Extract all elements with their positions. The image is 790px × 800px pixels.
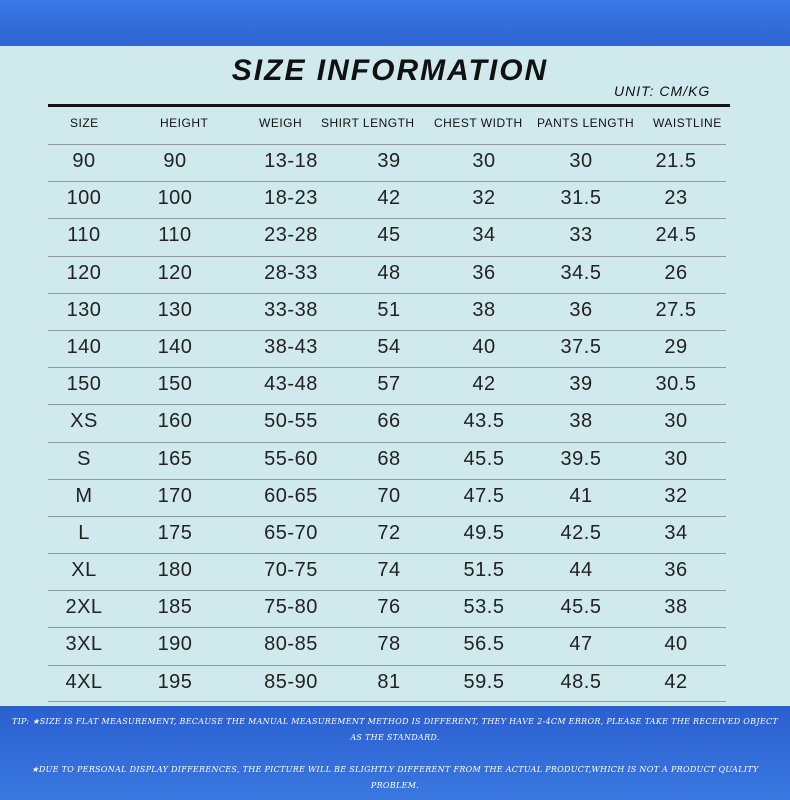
table-cell: 56.5	[463, 633, 505, 656]
table-cell: 190	[157, 633, 193, 656]
table-cell: 53.5	[463, 596, 505, 619]
table-row	[48, 627, 726, 664]
header-waistline: WAISTLINE	[653, 116, 722, 130]
table-row	[48, 442, 726, 479]
table-cell: 18-23	[264, 187, 318, 210]
table-cell: 100	[157, 187, 193, 210]
header-size: SIZE	[70, 116, 99, 130]
table-cell: 140	[157, 335, 193, 358]
table-cell: 39	[569, 373, 593, 396]
table-cell: 130	[157, 298, 193, 321]
table-cell: 72	[377, 521, 401, 544]
table-cell: 66	[377, 410, 401, 433]
table-cell: 110	[67, 224, 101, 247]
table-cell: 150	[66, 373, 102, 396]
table-cell: 140	[66, 335, 102, 358]
table-cell: 39.5	[560, 447, 602, 470]
table-row	[48, 665, 726, 702]
table-row	[48, 330, 726, 367]
table-cell: 32	[472, 187, 496, 210]
table-cell: 150	[157, 373, 193, 396]
table-cell: 38	[664, 596, 688, 619]
table-cell: 42	[472, 373, 496, 396]
table-cell: 81	[377, 670, 401, 693]
table-cell: 29	[664, 335, 688, 358]
table-cell: 75-80	[264, 596, 318, 619]
table-cell: 38	[569, 410, 593, 433]
table-cell: 65-70	[264, 521, 318, 544]
table-row	[48, 590, 726, 627]
table-cell: 42	[664, 670, 688, 693]
table-cell: 78	[377, 633, 401, 656]
table-cell: 42.5	[560, 521, 602, 544]
tip-display-difference: ★DUE TO PERSONAL DISPLAY DIFFERENCES, THE PICTURE WILL BE SLIGHTLY DIFFERENT FROM THE ACTUAL PRODUCT,WHICH IS NOT A PRODUCT QUALITY PROBLEM.	[31, 765, 759, 790]
table-cell: 30	[472, 150, 496, 172]
table-cell: 59.5	[463, 670, 505, 693]
header-weigh: WEIGH	[259, 116, 303, 130]
table-cell: 90	[163, 150, 187, 172]
tip-flat-measurement: TIP: ★SIZE IS FLAT MEASUREMENT, BECAUSE THE MANUAL MEASUREMENT METHOD IS DIFFERENT, THEY HAVE 2-4CM ERROR, PLEASE TAKE THE RECEIVED OBJECT AS THE STANDARD.	[11, 717, 779, 742]
page-title: SIZE INFORMATION	[231, 54, 549, 87]
table-cell: 34	[472, 224, 496, 247]
table-cell: 2XL	[65, 596, 103, 619]
table-cell: 43.5	[463, 410, 505, 433]
table-row	[48, 293, 726, 330]
table-cell: 50-55	[264, 410, 318, 433]
table-cell: 38-43	[264, 335, 318, 358]
table-cell: 70	[377, 484, 401, 507]
table-cell: 48.5	[560, 670, 602, 693]
table-cell: 33-38	[264, 298, 318, 321]
table-cell: 36	[472, 261, 496, 284]
table-cell: 4XL	[65, 670, 103, 693]
table-cell: 70-75	[264, 559, 318, 582]
table-cell: 110	[158, 224, 192, 247]
table-cell: 47	[569, 633, 593, 656]
table-cell: 54	[377, 335, 401, 358]
top-band	[0, 0, 790, 46]
table-cell: 30.5	[655, 373, 697, 396]
table-row	[48, 553, 726, 590]
table-cell: 170	[157, 484, 193, 507]
table-cell: 195	[157, 670, 193, 693]
table-row	[48, 181, 726, 218]
table-cell: L	[78, 521, 90, 544]
table-cell: 100	[66, 187, 102, 210]
table-cell: 34.5	[560, 261, 602, 284]
table-cell: 76	[377, 596, 401, 619]
table-cell: 30	[569, 150, 593, 172]
table-cell: 165	[157, 447, 193, 470]
table-cell: 39	[377, 150, 401, 172]
table-cell: 80-85	[264, 633, 318, 656]
table-cell: 40	[472, 335, 496, 358]
table-cell: 55-60	[264, 447, 318, 470]
table-cell: 48	[377, 261, 401, 284]
table-cell: 45	[377, 224, 401, 247]
table-row	[48, 367, 726, 404]
header-height: HEIGHT	[160, 116, 209, 130]
table-cell: 33	[569, 224, 593, 247]
table-cell: 51	[377, 298, 401, 321]
header-divider	[48, 104, 730, 107]
table-cell: 130	[66, 298, 102, 321]
table-cell: 43-48	[264, 373, 318, 396]
table-cell: 3XL	[65, 633, 103, 656]
table-cell: 34	[664, 521, 688, 544]
table-cell: 36	[569, 298, 593, 321]
table-cell: 85-90	[264, 670, 318, 693]
table-cell: S	[77, 447, 91, 470]
unit-label: UNIT: CM/KG	[614, 83, 711, 99]
table-cell: 41	[569, 484, 593, 507]
table-cell: 74	[377, 559, 401, 582]
table-row	[48, 144, 726, 181]
table-row	[48, 516, 726, 553]
table-cell: 120	[157, 261, 193, 284]
table-header	[48, 116, 738, 138]
table-cell: XS	[70, 410, 98, 433]
table-cell: 180	[157, 559, 193, 582]
table-cell: 185	[157, 596, 193, 619]
table-row	[48, 218, 726, 255]
table-cell: 31.5	[560, 187, 602, 210]
table-cell: 27.5	[655, 298, 697, 321]
table-cell: 44	[569, 559, 593, 582]
table-cell: 90	[72, 150, 96, 172]
table-row	[48, 256, 726, 293]
table-cell: 40	[664, 633, 688, 656]
table-cell: 21.5	[655, 150, 697, 172]
table-cell: 47.5	[463, 484, 505, 507]
table-cell: 57	[377, 373, 401, 396]
table-cell: 36	[664, 559, 688, 582]
table-cell: 175	[157, 521, 193, 544]
table-cell: 49.5	[463, 521, 505, 544]
table-cell: 30	[664, 447, 688, 470]
table-row	[48, 404, 726, 441]
header-chest-width: CHEST WIDTH	[434, 116, 523, 130]
table-cell: 13-18	[264, 150, 318, 172]
header-pants-length: PANTS LENGTH	[537, 116, 635, 130]
table-cell: 45.5	[560, 596, 602, 619]
table-cell: 24.5	[655, 224, 697, 247]
table-cell: 45.5	[463, 447, 505, 470]
table-cell: M	[75, 484, 93, 507]
table-cell: 160	[157, 410, 193, 433]
table-cell: 37.5	[560, 335, 602, 358]
table-cell: 38	[472, 298, 496, 321]
table-cell: XL	[71, 559, 97, 582]
table-cell: 60-65	[264, 484, 318, 507]
table-cell: 26	[664, 261, 688, 284]
table-cell: 42	[377, 187, 401, 210]
table-cell: 51.5	[463, 559, 505, 582]
size-table	[48, 144, 726, 702]
table-row	[48, 479, 726, 516]
table-cell: 32	[664, 484, 688, 507]
table-cell: 23	[664, 187, 688, 210]
table-cell: 68	[377, 447, 401, 470]
table-cell: 23-28	[264, 224, 318, 247]
footer-band	[0, 706, 790, 800]
table-cell: 28-33	[264, 261, 318, 284]
table-cell: 30	[664, 410, 688, 433]
header-shirt-length: SHIRT LENGTH	[321, 116, 415, 130]
table-cell: 120	[66, 261, 102, 284]
